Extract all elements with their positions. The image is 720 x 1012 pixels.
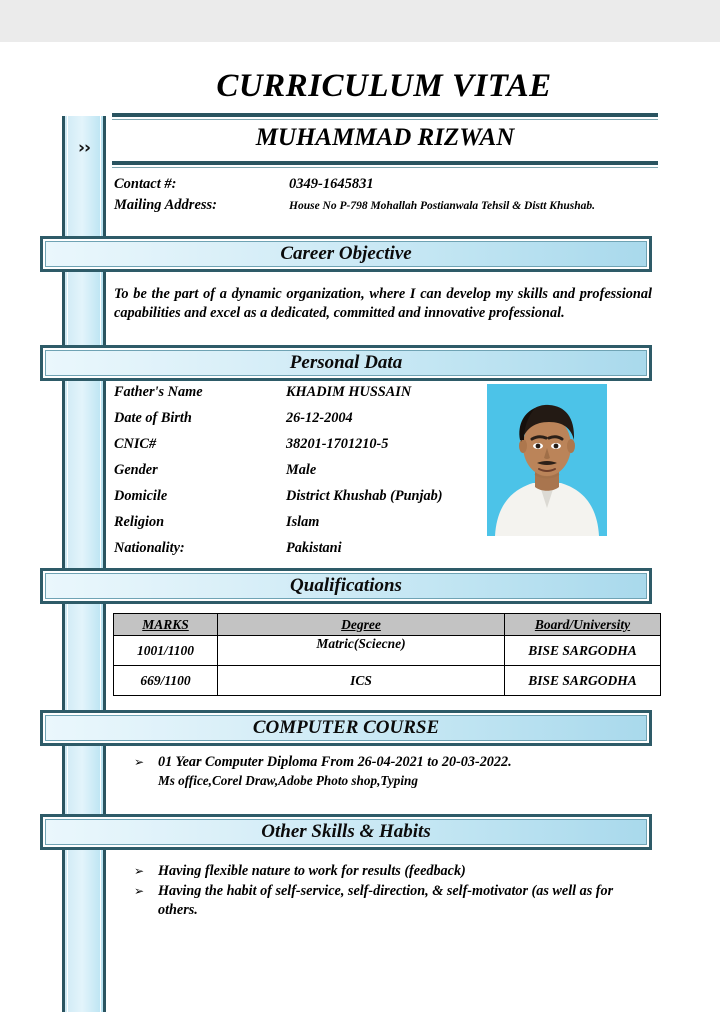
personal-data-row xyxy=(114,514,484,540)
top-grey-strip xyxy=(0,0,720,42)
contact-phone-label: Contact #: xyxy=(114,176,177,192)
list-item xyxy=(134,753,654,790)
personal-data-value: Islam xyxy=(286,514,320,530)
personal-data-row xyxy=(114,488,484,514)
section-title-personal-data: Personal Data xyxy=(289,352,403,373)
section-title-career-objective: Career Objective xyxy=(280,243,412,264)
table-header-row xyxy=(114,614,661,636)
other-skills-list xyxy=(134,862,654,921)
list-item xyxy=(134,862,654,881)
section-title-computer-course: COMPUTER COURSE xyxy=(252,717,440,738)
rule-below-name xyxy=(112,161,658,168)
personal-data-key: CNIC# xyxy=(114,436,157,452)
candidate-name: MUHAMMAD RIZWAN xyxy=(255,124,515,151)
list-item-body xyxy=(158,753,654,790)
contact-phone-row xyxy=(114,176,658,197)
list-item xyxy=(134,882,654,920)
column-header-board: Board/University xyxy=(505,614,661,636)
column-header-degree: Degree xyxy=(218,614,505,636)
section-header-qualifications xyxy=(40,568,652,604)
contact-address-row xyxy=(114,197,658,218)
list-item-text: 01 Year Computer Diploma From 26-04-2021 to 20-03-2022. xyxy=(158,754,512,770)
personal-data-key: Domicile xyxy=(114,488,168,504)
contact-block xyxy=(114,176,658,218)
personal-data-key: Nationality: xyxy=(114,540,185,556)
section-header-computer-course xyxy=(40,710,652,746)
personal-data-value: 26-12-2004 xyxy=(286,410,353,426)
personal-data-key: Father's Name xyxy=(114,384,203,400)
personal-data-row xyxy=(114,540,484,566)
personal-data-value: District Khushab (Punjab) xyxy=(286,488,443,504)
list-item-text: Having the habit of self-service, self-direction, & self-motivator (as well as for others. xyxy=(158,883,614,918)
section-title-qualifications: Qualifications xyxy=(290,575,402,596)
personal-data-row xyxy=(114,462,484,488)
section-header-career-objective xyxy=(40,236,652,272)
contact-address-value: House No P-798 Mohallah Postianwala Tehsil & Distt Khushab. xyxy=(289,200,595,212)
cell-marks: 669/1100 xyxy=(114,666,218,696)
rule-thick-bottom xyxy=(112,161,658,165)
cell-marks: 1001/1100 xyxy=(114,636,218,666)
list-item-text: Having flexible nature to work for results (feedback) xyxy=(158,863,466,879)
contact-phone-value: 0349-1645831 xyxy=(289,176,374,192)
computer-course-list xyxy=(134,753,654,791)
rule-thin-bottom xyxy=(112,167,658,168)
personal-data-key: Religion xyxy=(114,514,165,530)
page-title: CURRICULUM VITAE xyxy=(216,68,552,104)
personal-data-value: KHADIM HUSSAIN xyxy=(286,384,412,400)
section-header-inner xyxy=(45,819,647,845)
contact-address-label: Mailing Address: xyxy=(114,197,217,213)
section-header-inner xyxy=(45,715,647,741)
rule-thin-top xyxy=(112,119,658,120)
table-row xyxy=(114,666,661,696)
personal-data-row xyxy=(114,436,484,462)
personal-data-value: 38201-1701210-5 xyxy=(286,436,389,452)
personal-data-key: Gender xyxy=(114,462,158,478)
section-header-inner xyxy=(45,350,647,376)
chevron-double-right-icon: ›› xyxy=(77,138,90,158)
personal-data-row xyxy=(114,410,484,436)
arrowhead-bullet-icon: ➢ xyxy=(134,864,145,878)
list-item-subtext: Ms office,Corel Draw,Adobe Photo shop,Typing xyxy=(158,773,418,788)
section-header-personal-data xyxy=(40,345,652,381)
personal-data-key: Date of Birth xyxy=(114,410,192,426)
personal-data-value: Male xyxy=(286,462,317,478)
cell-degree: ICS xyxy=(218,666,505,696)
table-row xyxy=(114,636,661,666)
section-header-inner xyxy=(45,573,647,599)
cell-board: BISE SARGODHA xyxy=(505,666,661,696)
arrowhead-bullet-icon: ➢ xyxy=(134,755,145,769)
cell-board: BISE SARGODHA xyxy=(505,636,661,666)
personal-data-table xyxy=(114,384,484,566)
section-title-other-skills: Other Skills & Habits xyxy=(261,821,431,842)
section-header-other-skills xyxy=(40,814,652,850)
column-header-marks: MARKS xyxy=(114,614,218,636)
qualifications-table xyxy=(113,613,661,696)
arrowhead-bullet-icon: ➢ xyxy=(134,884,145,898)
rule-thick-top xyxy=(112,113,658,117)
cell-degree: Matric(Sciecne) xyxy=(218,636,505,666)
personal-data-row xyxy=(114,384,484,410)
personal-data-value: Pakistani xyxy=(286,540,342,556)
section-header-inner xyxy=(45,241,647,267)
rule-above-name xyxy=(112,113,658,120)
photo-illustration xyxy=(487,384,607,536)
candidate-photo xyxy=(487,384,607,536)
career-objective-text: To be the part of a dynamic organization, where I can develop my skills and professional capabilities and excel as a dedicated, committed and innovative professional. xyxy=(114,286,652,321)
